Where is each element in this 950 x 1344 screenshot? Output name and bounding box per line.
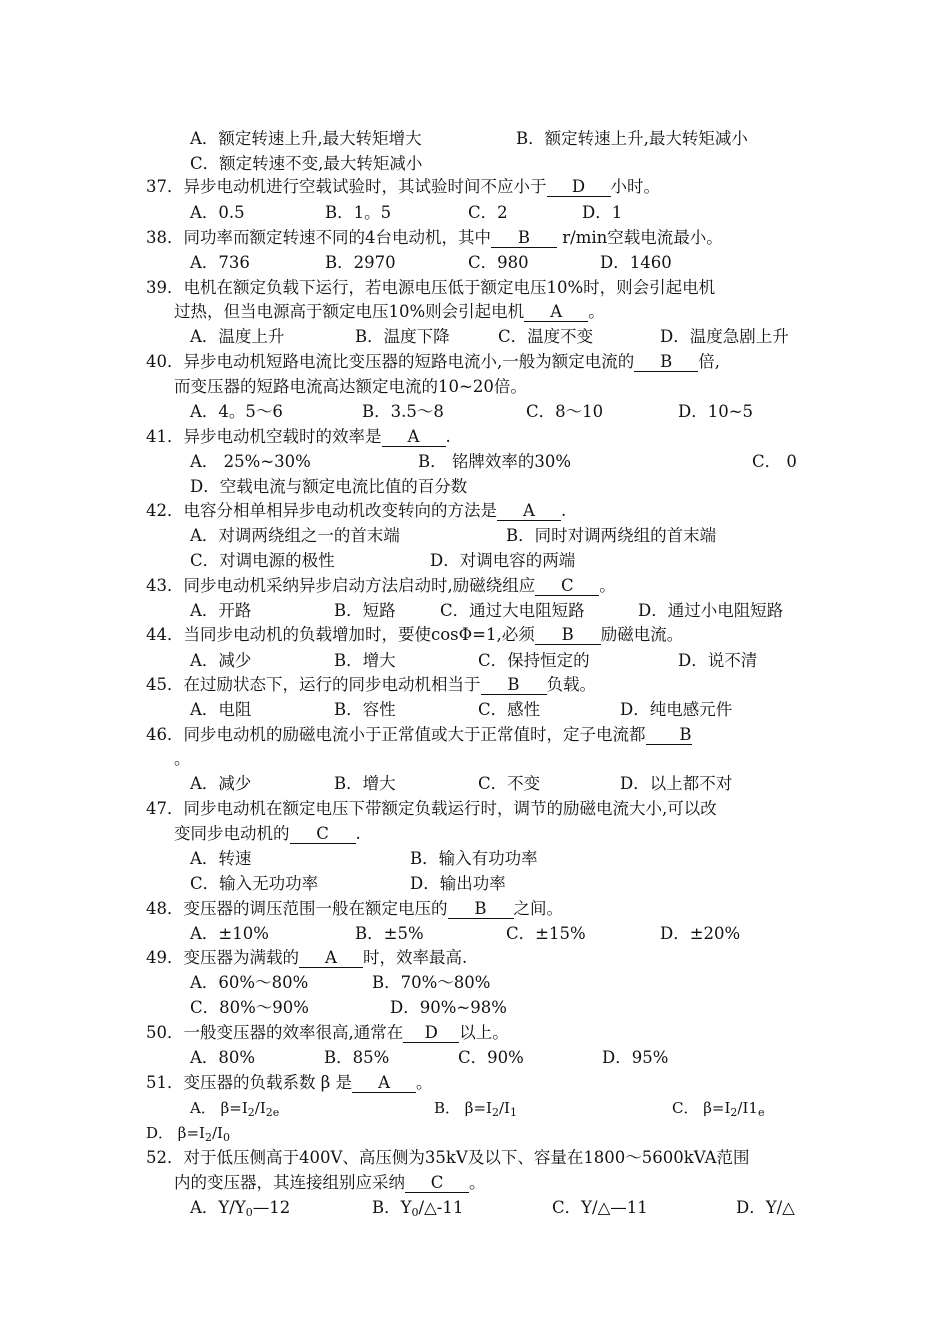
question-text: 49．变压器为满载的 — [146, 948, 299, 967]
option-a: A．转速 — [190, 849, 252, 868]
option-c: C．Y/△—11 — [552, 1198, 648, 1217]
option-b: B．85% — [324, 1048, 390, 1067]
options-50 — [190, 1047, 669, 1069]
question-text: 内的变压器，其连接组别应采纳 — [174, 1173, 405, 1192]
options-49-cont — [190, 997, 507, 1019]
option-b: B．1。5 — [325, 203, 392, 222]
option-a: A．开路 — [190, 601, 252, 620]
option-d: D．通过小电阻短路 — [638, 601, 784, 620]
option-a: A．额定转速上升,最大转矩增大 — [190, 129, 422, 148]
answer-blank: A — [299, 949, 363, 968]
options-51-cont — [146, 1122, 230, 1144]
option-b: B．2970 — [325, 253, 396, 272]
options-42 — [190, 525, 717, 547]
question-text-end: 。 — [416, 1073, 433, 1092]
option-d: D．说不清 — [678, 651, 758, 670]
question-text: 47．同步电动机在额定电压下带额定负载运行时，调节的励磁电流大小,可以改 — [146, 799, 717, 818]
question-38 — [146, 227, 723, 249]
question-39-cont — [174, 301, 605, 323]
question-text-end: 。 — [599, 576, 616, 595]
options-40 — [190, 401, 754, 423]
option-b: B．增大 — [334, 774, 396, 793]
question-39 — [146, 277, 715, 299]
answer-blank: A — [352, 1074, 416, 1093]
option-a: A．4。5～6 — [190, 402, 283, 421]
options-41 — [190, 451, 797, 473]
option-b: B．3.5～8 — [362, 402, 444, 421]
question-46 — [146, 724, 692, 746]
options-47 — [190, 848, 538, 870]
option-b: B．额定转速上升,最大转矩减小 — [516, 129, 748, 148]
option-b: B．$Y_0/\triangle-11$ — [372, 1198, 464, 1219]
option-c: C．80%～90% — [190, 998, 309, 1017]
question-text: 42．电容分相单相异步电动机改变转向的方法是 — [146, 501, 497, 520]
question-43 — [146, 575, 616, 597]
option-d: D．以上都不对 — [620, 774, 733, 793]
option-d: D．1 — [582, 203, 623, 222]
option-d: D．10~5 — [678, 402, 754, 421]
question-37 — [146, 176, 660, 198]
option-d: D．90%~98% — [390, 998, 507, 1017]
option-b: B．温度下降 — [355, 327, 450, 346]
option-d: D．95% — [602, 1048, 669, 1067]
options-42-cont — [190, 550, 576, 572]
question-text-end: 之间。 — [513, 899, 563, 918]
option-a: A．减少 — [190, 774, 252, 793]
options-48 — [190, 923, 741, 945]
option-a: A．60%～80% — [190, 973, 309, 992]
options-49 — [190, 972, 491, 994]
question-text: 过热，但当电源高于额定电压10%则会引起电机 — [174, 302, 525, 321]
question-text: 52．对于低压侧高于400V、高压侧为35kV及以下、容量在1800～5600kVA范围 — [146, 1148, 750, 1167]
answer-blank: D — [403, 1024, 459, 1043]
answer-blank: B — [481, 676, 547, 695]
option-a: A．对调两绕组之一的首末端 — [190, 526, 400, 545]
options-43 — [190, 600, 784, 622]
question-text: 38．同功率而额定转速不同的4台电动机，其中 — [146, 228, 491, 247]
question-text: 45．在过励状态下，运行的同步电动机相当于 — [146, 675, 481, 694]
question-text-end: . — [561, 501, 567, 520]
question-text: 39．电机在额定负载下运行，若电源电压低于额定电压10%时，则会引起电机 — [146, 278, 716, 297]
answer-blank: B — [646, 726, 692, 745]
option-d: D． $\beta=I_2/I_0$ — [146, 1124, 230, 1144]
question-text: 51．变压器的负载系数 β 是 — [146, 1073, 353, 1092]
answer-blank: A — [524, 303, 588, 322]
question-text: 50．一般变压器的效率很高,通常在 — [146, 1023, 404, 1042]
question-text-end: 倍, — [698, 352, 720, 371]
options-46 — [190, 773, 733, 795]
answer-blank: B — [448, 900, 514, 919]
options-45 — [190, 699, 733, 721]
option-d: D．输出功率 — [410, 874, 506, 893]
options-52 — [190, 1197, 795, 1219]
option-d: D．1460 — [600, 253, 672, 272]
option-c: C．保持恒定的 — [478, 651, 590, 670]
question-text-end: r/min空载电流最小。 — [562, 228, 723, 247]
answer-blank: C — [535, 577, 599, 596]
question-text-end: 。 — [174, 749, 191, 768]
option-b: B．±5% — [355, 924, 424, 943]
option-a: A．736 — [190, 253, 250, 272]
option-d: D．Y/△ — [736, 1198, 795, 1217]
option-c: C．2 — [468, 203, 508, 222]
option-b: B．增大 — [334, 651, 396, 670]
option-b: B．输入有功功率 — [410, 849, 538, 868]
option-a: A．减少 — [190, 651, 252, 670]
option-b: B．短路 — [334, 601, 396, 620]
question-text-end: 以上。 — [459, 1023, 509, 1042]
answer-blank: D — [547, 178, 611, 197]
question-text: 48．变压器的调压范围一般在额定电压的 — [146, 899, 448, 918]
question-40-cont — [174, 376, 527, 398]
option-c: C．通过大电阻短路 — [440, 601, 585, 620]
option-c: C．温度不变 — [498, 327, 594, 346]
answer-blank: A — [382, 428, 446, 447]
option-d: D．对调电容的两端 — [430, 551, 576, 570]
option-c: C．不变 — [478, 774, 541, 793]
option-d: D．温度急剧上升 — [660, 327, 789, 346]
options-51 — [190, 1097, 765, 1119]
question-40 — [146, 351, 720, 373]
option-d: D．±20% — [660, 924, 741, 943]
answer-blank: C — [405, 1174, 469, 1193]
question-text: 44．当同步电动机的负载增加时，要使cosΦ=1,必须 — [146, 625, 535, 644]
question-47 — [146, 798, 717, 820]
option-d: D．空载电流与额定电流比值的百分数 — [190, 477, 468, 496]
text-line — [190, 153, 422, 175]
answer-blank: A — [497, 502, 561, 521]
option-a: A．80% — [190, 1048, 256, 1067]
question-text: 变同步电动机的 — [174, 824, 290, 843]
question-52 — [146, 1147, 750, 1169]
option-b: B．容性 — [334, 700, 396, 719]
options-37 — [190, 202, 623, 224]
option-c: C．980 — [468, 253, 529, 272]
options-44 — [190, 650, 758, 672]
option-c: C．对调电源的极性 — [190, 551, 335, 570]
option-c: C．±15% — [506, 924, 586, 943]
option-a: A．电阻 — [190, 700, 252, 719]
option-c: C．感性 — [478, 700, 541, 719]
option-a: A． 25%~30% — [190, 452, 311, 471]
question-text-end: 负载。 — [546, 675, 596, 694]
question-52-cont — [174, 1172, 486, 1194]
option-b: B．同时对调两绕组的首末端 — [506, 526, 717, 545]
option-a: A．$Y/Y_0—12$ — [190, 1198, 291, 1219]
option-a: A．温度上升 — [190, 327, 285, 346]
option-a: A．0.5 — [190, 203, 245, 222]
option-b: B． 铭牌效率的30% — [418, 452, 572, 471]
answer-blank: C — [290, 825, 356, 844]
question-41 — [146, 426, 451, 448]
question-text: 46．同步电动机的励磁电流小于正常值或大于正常值时，定子电流都 — [146, 725, 646, 744]
question-45 — [146, 674, 596, 696]
options-47-cont — [190, 873, 506, 895]
question-text: 43．同步电动机采纳异步启动方法启动时,励磁绕组应 — [146, 576, 536, 595]
question-text-end: 励磁电流。 — [600, 625, 684, 644]
question-46-cont — [174, 748, 191, 770]
question-text-end: 。 — [469, 1173, 486, 1192]
option-c: C．90% — [458, 1048, 524, 1067]
question-49 — [146, 947, 467, 969]
question-text: 37．异步电动机进行空载试验时，其试验时间不应小于 — [146, 177, 547, 196]
answer-blank: B — [634, 353, 698, 372]
question-text-end: 小时。 — [610, 177, 660, 196]
question-48 — [146, 898, 563, 920]
option-d: D．纯电感元件 — [620, 700, 733, 719]
option-c: C． $\beta=I_2/I1_e$ — [672, 1099, 765, 1119]
option-c: C．输入无功功率 — [190, 874, 319, 893]
question-text: 40．异步电动机短路电流比变压器的短路电流小,一般为额定电流的 — [146, 352, 635, 371]
question-50 — [146, 1022, 509, 1044]
option-a: A． $\beta=I_2/I_{2e}$ — [190, 1099, 280, 1119]
text-line — [190, 128, 748, 150]
options-41-cont — [190, 476, 467, 498]
option-c: C．额定转速不变,最大转矩减小 — [190, 154, 423, 173]
options-38 — [190, 252, 672, 274]
question-42 — [146, 500, 566, 522]
option-a: A．±10% — [190, 924, 269, 943]
option-b: B．70%～80% — [372, 973, 491, 992]
option-c: C． 0 — [752, 452, 797, 471]
question-text-end: 。 — [588, 302, 605, 321]
question-44 — [146, 624, 683, 646]
question-text: 41．异步电动机空载时的效率是 — [146, 427, 382, 446]
answer-blank: B — [491, 229, 557, 248]
options-39 — [190, 326, 789, 348]
option-c: C．8～10 — [526, 402, 604, 421]
question-text-end: . — [355, 824, 361, 843]
question-47-cont — [174, 823, 361, 845]
question-text-end: . — [445, 427, 451, 446]
question-text: 而变压器的短路电流高达额定电流的10~20倍。 — [174, 377, 527, 396]
question-51 — [146, 1072, 433, 1094]
question-text-end: 时，效率最高. — [363, 948, 468, 967]
option-b: B． $\beta=I_2/I_1$ — [434, 1099, 517, 1119]
answer-blank: B — [535, 626, 601, 645]
